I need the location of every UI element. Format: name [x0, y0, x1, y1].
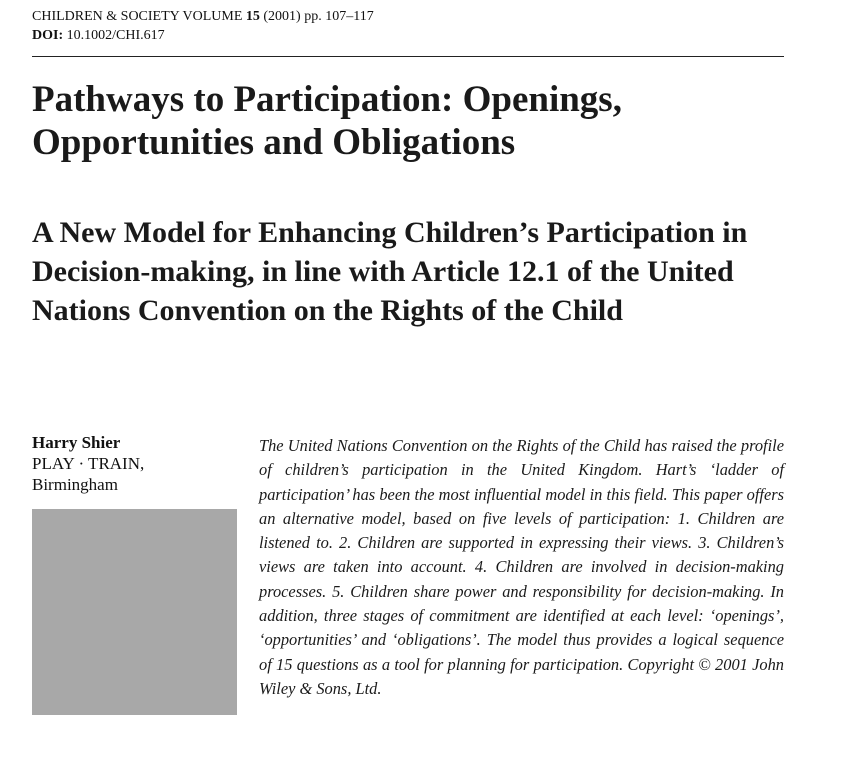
author-city: Birmingham: [32, 475, 118, 494]
journal-name: CHILDREN & SOCIETY VOLUME: [32, 9, 243, 24]
doi-value: 10.1002/CHI.617: [66, 28, 165, 43]
abstract-text: The United Nations Convention on the Rights of the Child has raised the profile of children’s participation in the United Kingdom. Hart’s ‘ladder of participation’ has been the most influential model in this field. This paper offers an alternative model, based on five levels of participation: 1. Children are listened to. 2. Children are supported in expressing their views. 3. Children’s views are taken into account. 4. Children are involved in decision-making processes. 5. Children share power and responsibility for decision-making. In addition, three stages of commitment are identified at each level: ‘openings’, ‘opportunities’ and ‘obligations’. The model thus provides a logical sequence of 15 questions as a tool for planning for participation. Copyright © 2001 John Wiley & Sons, Ltd.: [259, 436, 784, 698]
author-block: [32, 432, 242, 495]
doi-label: DOI:: [32, 28, 64, 43]
journal-year-pages: (2001) pp. 107–117: [263, 9, 374, 24]
journal-citation-line: [32, 7, 784, 26]
paper-subtitle: A New Model for Enhancing Children’s Participation in Decision-making, in line with Article 12.1 of the United Nations Convention on the Rights of the Child: [32, 216, 748, 327]
paper-title: Pathways to Participation: Openings, Opportunities and Obligations: [32, 79, 622, 163]
author-name: Harry Shier: [32, 433, 121, 452]
journal-header: [32, 7, 784, 45]
doi-line: [32, 26, 784, 45]
journal-volume: 15: [245, 9, 260, 24]
header-divider: [32, 56, 784, 57]
author-organization: PLAY · TRAIN,: [32, 454, 145, 473]
author-photo-placeholder: [32, 509, 237, 715]
